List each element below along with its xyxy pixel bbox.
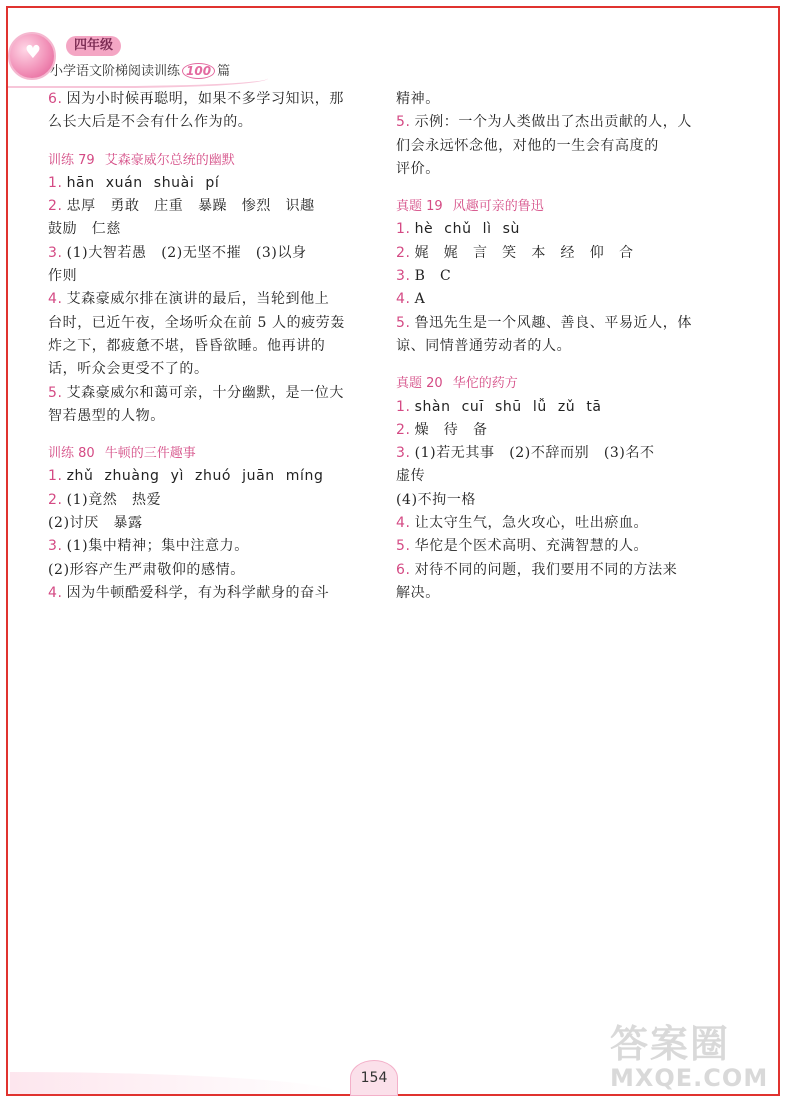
answer-text: 话，听众会更受不了的。	[48, 361, 209, 378]
answer-text: (2)讨厌 暴露	[48, 515, 143, 532]
answer-line	[396, 559, 714, 582]
answer-text: 因为牛顿酷爱科学，有为科学献身的奋斗	[66, 584, 330, 601]
answer-line	[396, 465, 714, 488]
answer-line	[396, 88, 714, 111]
answer-line	[396, 218, 714, 241]
answer-line	[48, 218, 366, 241]
answer-line	[396, 242, 714, 265]
answer-text: 忠厚 勇敢 庄重 暴躁 惨烈 识趣	[66, 198, 315, 215]
question-number: 3.	[48, 538, 63, 555]
pinyin-answer: hān xuán shuài pí	[66, 174, 220, 191]
pinyin-answer: hè chǔ lì sù	[414, 221, 520, 238]
answer-line	[48, 312, 366, 335]
answer-line	[48, 489, 366, 512]
answer-line	[396, 158, 714, 181]
answer-line	[396, 535, 714, 558]
answer-line	[48, 382, 366, 405]
answer-line	[396, 489, 714, 512]
answer-text: 台时，已近午夜，全场听众在前 5 人的疲劳轰	[48, 314, 346, 331]
answer-line	[396, 419, 714, 442]
question-number: 4.	[396, 515, 411, 532]
section-title: 华佗的药方	[452, 376, 518, 392]
answer-text: 让太守生气，急火攻心，吐出瘀血。	[414, 515, 649, 532]
question-number: 4.	[48, 584, 63, 601]
pinyin-answer: zhǔ zhuàng yì zhuó juān míng	[66, 468, 324, 485]
answer-line	[48, 265, 366, 288]
question-number: 1.	[48, 468, 63, 485]
question-number: 6.	[396, 561, 411, 578]
answer-text: (2)形容产生严肃敬仰的感情。	[48, 561, 245, 578]
answer-text: 对待不同的问题，我们要用不同的方法来	[414, 561, 678, 578]
answer-line	[48, 582, 366, 605]
answer-text: 虚传	[396, 468, 426, 485]
section-heading	[396, 372, 714, 395]
section-code: 真题 19	[396, 199, 443, 215]
section-heading	[396, 195, 714, 218]
section-heading	[48, 442, 366, 465]
answer-line	[48, 535, 366, 558]
answer-text: A	[414, 291, 426, 308]
answer-line	[396, 135, 714, 158]
question-number: 5.	[48, 384, 63, 401]
section-code: 真题 20	[396, 376, 443, 392]
page-number: 154	[350, 1060, 398, 1096]
question-number: 2.	[396, 421, 411, 438]
answer-line	[396, 335, 714, 358]
section-title: 风趣可亲的鲁迅	[452, 199, 544, 215]
answer-text: 艾森豪威尔排在演讲的最后，当轮到他上	[66, 291, 330, 308]
answer-text: 解决。	[396, 584, 440, 601]
question-number: 3.	[396, 268, 411, 285]
answer-text: 作则	[48, 268, 78, 285]
section-code: 训练 80	[48, 446, 95, 462]
answer-text: 智若愚型的人物。	[48, 407, 165, 424]
grade-badge: 四年级	[66, 36, 121, 56]
question-number: 3.	[396, 445, 411, 462]
question-number: 4.	[48, 291, 63, 308]
answer-text: 谅、同情普通劳动者的人。	[396, 337, 572, 354]
question-number: 5.	[396, 114, 411, 131]
section-heading	[48, 149, 366, 172]
answer-line	[396, 396, 714, 419]
answer-line	[48, 111, 366, 134]
answer-text: 示例：一个为人类做出了杰出贡献的人，人	[414, 114, 692, 131]
answer-text: (1)若无其事 (2)不辞而别 (3)名不	[414, 445, 655, 462]
answer-column-left	[48, 88, 366, 605]
answer-text: 么长大后是不会有什么作为的。	[48, 114, 253, 131]
answer-text: B C	[414, 268, 452, 285]
answer-text: 因为小时候再聪明，如果不多学习知识，那	[66, 91, 344, 107]
series-prefix: 小学语文阶梯阅读训练	[50, 64, 181, 79]
answer-text: 鼓励 仁慈	[48, 221, 121, 238]
answer-line	[48, 335, 366, 358]
answer-line	[396, 265, 714, 288]
answer-line	[396, 582, 714, 605]
answer-text: 鲁迅先生是一个风趣、善良、平易近人，体	[414, 314, 692, 331]
answer-text: (1)集中精神；集中注意力。	[66, 538, 249, 555]
answer-text: 炸之下，都疲惫不堪，昏昏欲睡。他再讲的	[48, 337, 326, 354]
watermark-en: MXQE.COM	[610, 1064, 769, 1092]
header-decoration	[8, 72, 268, 88]
answer-line	[48, 559, 366, 582]
series-suffix: 篇	[217, 64, 231, 79]
question-number: 2.	[48, 198, 63, 215]
question-number: 3.	[48, 244, 63, 261]
answer-line	[396, 111, 714, 134]
question-number: 1.	[396, 398, 411, 415]
answer-column-right	[396, 88, 714, 605]
section-title: 艾森豪威尔总统的幽默	[104, 152, 235, 168]
section-code: 训练 79	[48, 152, 95, 168]
answer-text: 们会永远怀念他，对他的一生会有高度的	[396, 137, 659, 154]
answer-text: (1)大智若愚 (2)无坚不摧 (3)以身	[66, 244, 307, 261]
answer-text: (4)不拘一格	[396, 491, 477, 508]
answer-text: 评价。	[396, 160, 440, 177]
answer-text: 精神。	[396, 91, 440, 107]
answer-line	[396, 312, 714, 335]
answer-text: (1)竟然 热爱	[66, 491, 162, 508]
answer-line	[48, 358, 366, 381]
page-header	[8, 26, 308, 86]
answer-text: 华佗是个医术高明、充满智慧的人。	[414, 538, 649, 555]
answer-line	[48, 405, 366, 428]
pinyin-answer: shàn cuī shū lǚ zǔ tā	[414, 398, 602, 415]
answer-line	[48, 195, 366, 218]
question-number: 4.	[396, 291, 411, 308]
question-number: 2.	[396, 244, 411, 261]
question-number: 5.	[396, 314, 411, 331]
answer-line	[396, 442, 714, 465]
answer-line	[396, 512, 714, 535]
answer-line	[48, 465, 366, 488]
answer-line	[48, 288, 366, 311]
answer-line	[48, 88, 366, 111]
heart-icon: ♥	[24, 42, 42, 63]
series-number: 100	[182, 63, 215, 79]
answer-line	[396, 288, 714, 311]
answer-text: 艾森豪威尔和蔼可亲，十分幽默，是一位大	[66, 384, 344, 401]
answer-text: 娓 娓 言 笑 本 经 仰 合	[414, 244, 634, 261]
watermark	[610, 1024, 780, 1094]
question-number: 1.	[48, 174, 63, 191]
question-number: 1.	[396, 221, 411, 238]
question-number: 6.	[48, 91, 63, 107]
answer-line	[48, 172, 366, 195]
watermark-cn: 答案圈	[610, 1022, 731, 1066]
question-number: 5.	[396, 538, 411, 555]
question-number: 2.	[48, 491, 63, 508]
answer-line	[48, 242, 366, 265]
answer-text: 燥 待 备	[414, 421, 488, 438]
answer-line	[48, 512, 366, 535]
section-title: 牛顿的三件趣事	[104, 446, 196, 462]
